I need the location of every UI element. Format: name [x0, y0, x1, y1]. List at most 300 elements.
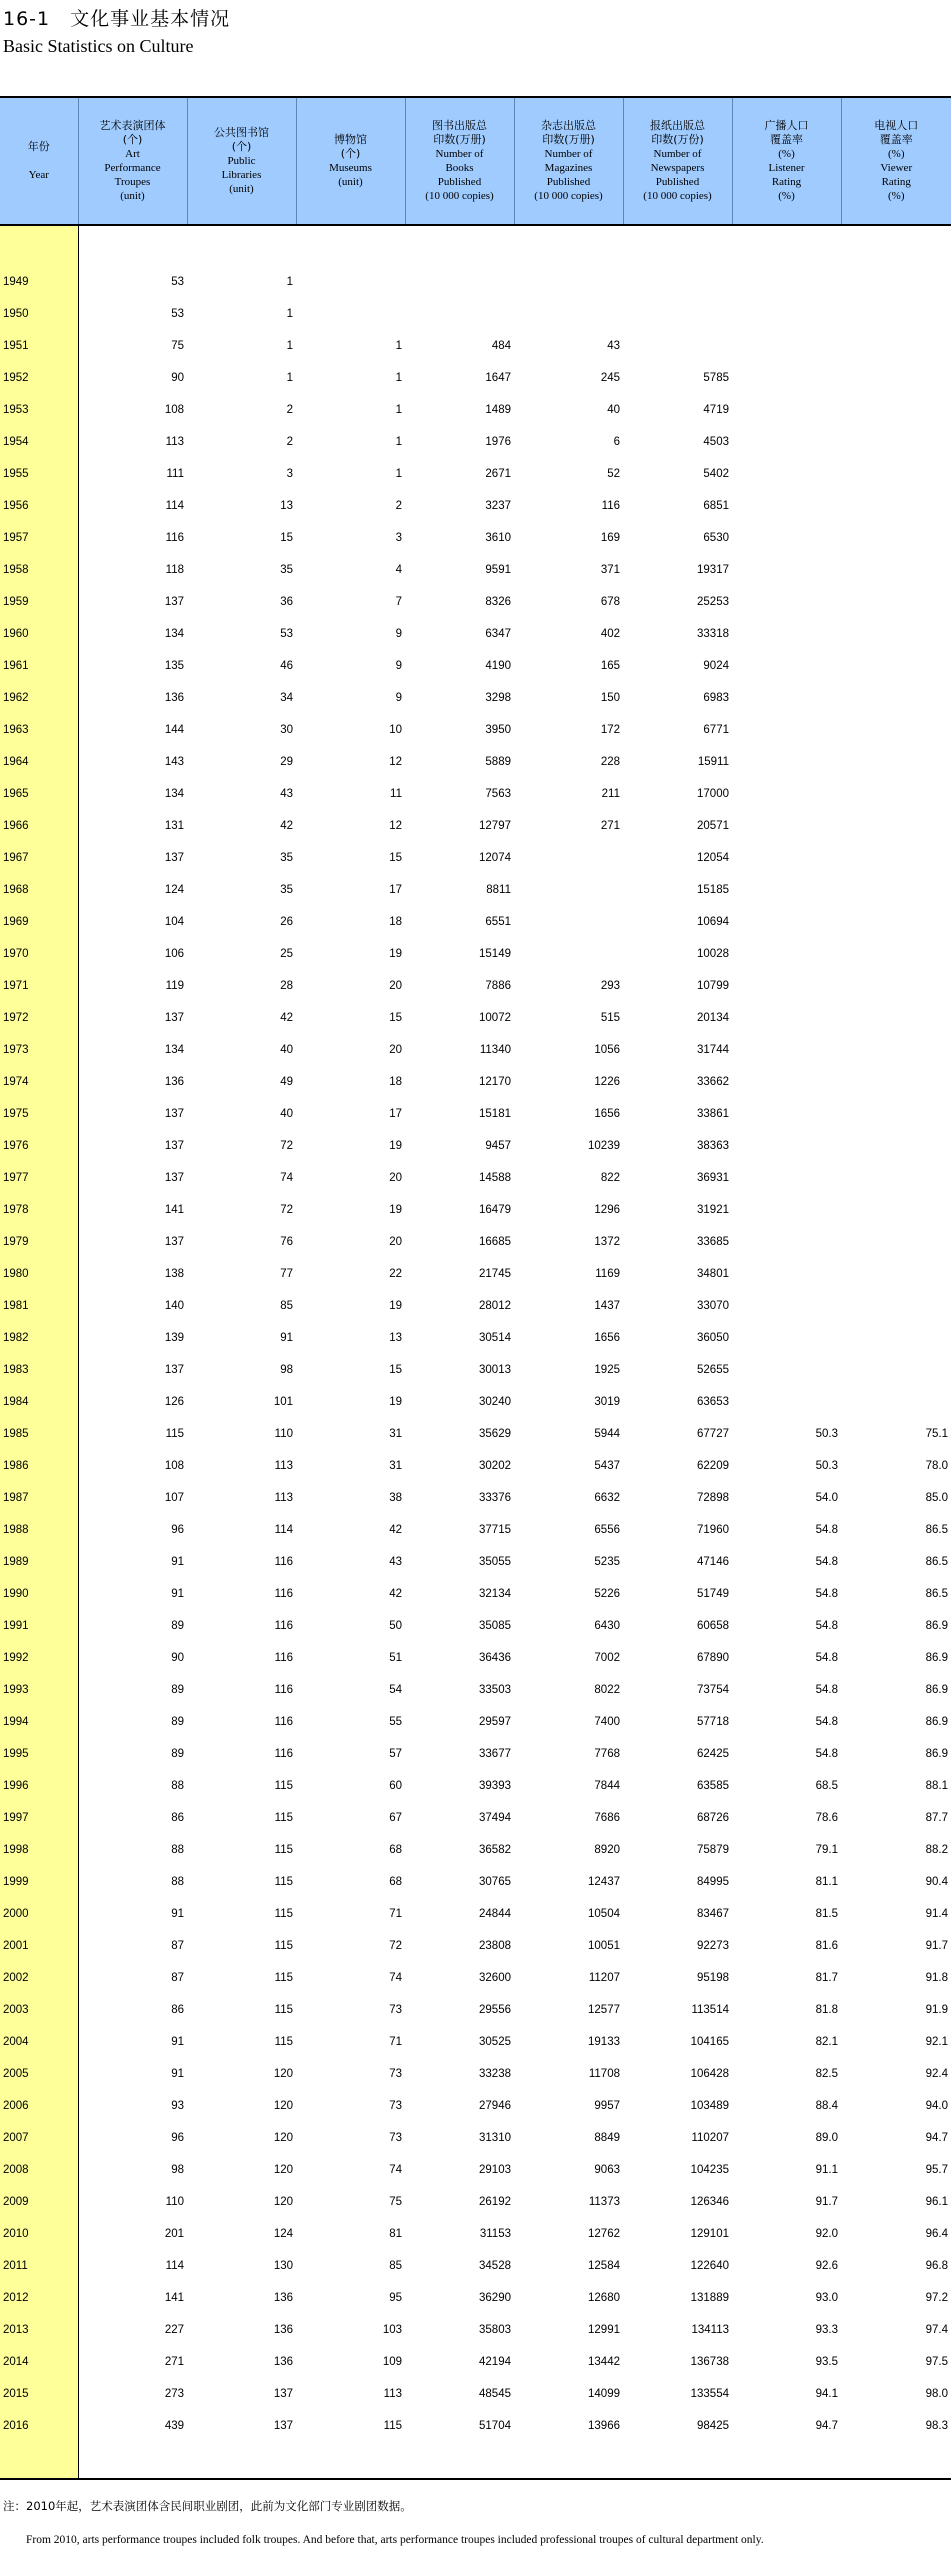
- value-cell: 33503: [479, 1684, 511, 1696]
- value-cell: [732, 714, 841, 746]
- value-cell: 97.2: [925, 2292, 948, 2304]
- header-en-line: Books: [445, 162, 474, 174]
- value-cell: 81.1: [815, 1876, 838, 1888]
- table-row: [0, 2058, 951, 2090]
- footnote-cn: 注：2010年起，艺术表演团体含民间职业剧团，此前为文化部门专业剧团数据。: [3, 2499, 412, 2513]
- value-cell: 9063: [594, 2164, 620, 2176]
- value-cell: 91.8: [925, 1972, 948, 1984]
- table-row: [0, 970, 951, 1002]
- value-cell: 42: [280, 820, 293, 832]
- value-cell: 30525: [479, 2036, 511, 2048]
- year-cell: 2014: [0, 2346, 78, 2378]
- value-cell: 1: [395, 340, 402, 352]
- value-cell: [841, 1130, 951, 1162]
- year-cell: 2000: [0, 1898, 78, 1930]
- value-cell: 30765: [479, 1876, 511, 1888]
- table-row: [0, 938, 951, 970]
- value-cell: 93.3: [815, 2324, 838, 2336]
- year-cell: 1982: [0, 1322, 78, 1354]
- header-cn-line2: (个): [340, 147, 361, 160]
- value-cell: 37715: [479, 1524, 511, 1536]
- value-cell: 11708: [588, 2068, 620, 2080]
- value-cell: 43: [280, 788, 293, 800]
- value-cell: 7844: [594, 1780, 620, 1792]
- value-cell: 32134: [479, 1588, 511, 1600]
- year-cell: 2008: [0, 2154, 78, 2186]
- header-en-line: (10 000 copies): [643, 190, 712, 202]
- culture-statistics-table: [0, 96, 951, 2480]
- year-cell: 1977: [0, 1162, 78, 1194]
- table-body: [0, 225, 951, 2479]
- header-en-line: Listener: [768, 162, 805, 174]
- value-cell: [841, 1226, 951, 1258]
- value-cell: 10799: [697, 980, 729, 992]
- year-cell: 1981: [0, 1290, 78, 1322]
- value-cell: 5785: [703, 372, 729, 384]
- year-cell: 1958: [0, 554, 78, 586]
- table-row: [0, 1290, 951, 1322]
- value-cell: 29597: [479, 1716, 511, 1728]
- value-cell: 28012: [479, 1300, 511, 1312]
- year-cell: 1983: [0, 1354, 78, 1386]
- header-cn-line1: 广播人口: [764, 119, 809, 132]
- value-cell: 110: [165, 2196, 184, 2208]
- value-cell: 53: [171, 308, 184, 320]
- value-cell: 34528: [479, 2260, 511, 2272]
- table-row: [0, 2250, 951, 2282]
- year-cell: 1953: [0, 394, 78, 426]
- value-cell: [732, 1226, 841, 1258]
- table-row: [0, 1002, 951, 1034]
- year-cell: 1998: [0, 1834, 78, 1866]
- value-cell: 94.1: [815, 2388, 838, 2400]
- value-cell: 273: [164, 2388, 184, 2400]
- value-cell: 93.5: [815, 2356, 838, 2368]
- header-en-line: (unit): [338, 176, 363, 188]
- value-cell: [841, 778, 951, 810]
- value-cell: 52: [607, 468, 620, 480]
- value-cell: 16685: [479, 1236, 511, 1248]
- value-cell: [732, 970, 841, 1002]
- value-cell: 63585: [697, 1780, 729, 1792]
- value-cell: [732, 810, 841, 842]
- year-cell: 2001: [0, 1930, 78, 1962]
- value-cell: 89: [171, 1748, 184, 1760]
- value-cell: 86.5: [925, 1524, 948, 1536]
- table-row: [0, 682, 951, 714]
- table-row: [0, 1482, 951, 1514]
- year-cell: 1951: [0, 330, 78, 362]
- value-cell: 75879: [697, 1844, 729, 1856]
- value-cell: 36: [280, 596, 293, 608]
- value-cell: 3950: [485, 724, 511, 736]
- value-cell: 6551: [485, 916, 511, 928]
- value-cell: 93: [171, 2100, 184, 2112]
- value-cell: 11: [390, 788, 402, 800]
- value-cell: 113: [274, 1492, 293, 1504]
- value-cell: 67: [389, 1812, 402, 1824]
- table-row: [0, 1866, 951, 1898]
- value-cell: 10: [389, 724, 402, 736]
- value-cell: 4503: [703, 436, 729, 448]
- value-cell: 1437: [594, 1300, 620, 1312]
- value-cell: 19: [389, 1396, 402, 1408]
- value-cell: 60658: [697, 1620, 729, 1632]
- value-cell: 38: [389, 1492, 402, 1504]
- value-cell: 30514: [479, 1332, 511, 1344]
- value-cell: 52655: [697, 1364, 729, 1376]
- value-cell: 134113: [691, 2324, 729, 2336]
- value-cell: 12680: [588, 2292, 620, 2304]
- value-cell: 1: [286, 308, 293, 320]
- value-cell: 21745: [479, 1268, 511, 1280]
- value-cell: [514, 298, 623, 330]
- value-cell: [841, 362, 951, 394]
- value-cell: 39393: [479, 1780, 511, 1792]
- table-row: [0, 1706, 951, 1738]
- year-header-cn: 年份: [27, 140, 50, 153]
- value-cell: 68: [389, 1844, 402, 1856]
- header-en-line: Public: [227, 155, 256, 167]
- value-cell: 106428: [690, 2068, 729, 2080]
- value-cell: 92273: [697, 1940, 729, 1952]
- value-cell: 10051: [588, 1940, 620, 1952]
- year-cell: 1976: [0, 1130, 78, 1162]
- year-cell: 2010: [0, 2218, 78, 2250]
- value-cell: 73754: [697, 1684, 729, 1696]
- value-cell: [732, 426, 841, 458]
- header-cn-line1: 博物馆: [334, 133, 367, 146]
- value-cell: 136: [273, 2356, 293, 2368]
- value-cell: 12991: [588, 2324, 620, 2336]
- column-header-books: [405, 97, 514, 225]
- value-cell: 54.8: [815, 1716, 838, 1728]
- value-cell: 12: [389, 820, 402, 832]
- value-cell: 137: [273, 2420, 293, 2432]
- value-cell: 38363: [697, 1140, 729, 1152]
- year-cell: 1955: [0, 458, 78, 490]
- table-row: [0, 586, 951, 618]
- value-cell: 33070: [697, 1300, 729, 1312]
- value-cell: 3610: [485, 532, 511, 544]
- value-cell: 116: [274, 1684, 293, 1696]
- value-cell: 439: [164, 2420, 184, 2432]
- table-row: [0, 778, 951, 810]
- value-cell: 12797: [479, 820, 511, 832]
- value-cell: 50.3: [815, 1428, 838, 1440]
- value-cell: 822: [600, 1172, 620, 1184]
- header-cn-line1: 杂志出版总: [541, 119, 596, 132]
- table-row: [0, 1322, 951, 1354]
- value-cell: 126: [164, 1396, 184, 1408]
- value-cell: 1: [395, 404, 402, 416]
- value-cell: 72898: [697, 1492, 729, 1504]
- value-cell: [514, 938, 623, 970]
- value-cell: 35: [280, 884, 293, 896]
- value-cell: 1: [395, 372, 402, 384]
- value-cell: 94.7: [815, 2420, 838, 2432]
- header-en-line: (10 000 copies): [534, 190, 603, 202]
- table-row: [0, 2122, 951, 2154]
- value-cell: 72: [389, 1940, 402, 1952]
- value-cell: [841, 906, 951, 938]
- value-cell: [623, 266, 732, 298]
- value-cell: 104235: [690, 2164, 729, 2176]
- value-cell: 11340: [479, 1044, 511, 1056]
- year-cell: 2009: [0, 2186, 78, 2218]
- value-cell: 113: [165, 436, 184, 448]
- value-cell: [514, 842, 623, 874]
- value-cell: [732, 554, 841, 586]
- value-cell: [841, 458, 951, 490]
- value-cell: [841, 874, 951, 906]
- value-cell: 6771: [703, 724, 729, 736]
- value-cell: 136: [273, 2292, 293, 2304]
- value-cell: 137: [164, 1108, 184, 1120]
- value-cell: 7768: [594, 1748, 620, 1760]
- table-row: [0, 714, 951, 746]
- value-cell: 54: [389, 1684, 402, 1696]
- table-row: [0, 1066, 951, 1098]
- value-cell: 271: [164, 2356, 184, 2368]
- value-cell: 7: [395, 596, 402, 608]
- value-cell: 7886: [485, 980, 511, 992]
- year-cell: 2013: [0, 2314, 78, 2346]
- value-cell: 2671: [485, 468, 511, 480]
- value-cell: [841, 1002, 951, 1034]
- value-cell: 108: [164, 1460, 184, 1472]
- value-cell: 116: [274, 1652, 293, 1664]
- year-cell: 2007: [0, 2122, 78, 2154]
- table-row: [0, 1130, 951, 1162]
- header-en-line: Number of: [653, 148, 702, 160]
- year-cell: 1965: [0, 778, 78, 810]
- value-cell: 74: [389, 1972, 402, 1984]
- table-row: [0, 1898, 951, 1930]
- value-cell: 86.5: [925, 1588, 948, 1600]
- value-cell: 116: [274, 1588, 293, 1600]
- value-cell: 49: [280, 1076, 293, 1088]
- value-cell: [514, 906, 623, 938]
- value-cell: 116: [601, 500, 620, 512]
- value-cell: 88: [171, 1876, 184, 1888]
- value-cell: 19: [389, 948, 402, 960]
- table-row: [0, 266, 951, 298]
- table-row: [0, 1418, 951, 1450]
- value-cell: 35055: [479, 1556, 511, 1568]
- value-cell: 136: [164, 692, 184, 704]
- year-cell: 1957: [0, 522, 78, 554]
- table-row: [0, 426, 951, 458]
- value-cell: 86: [171, 2004, 184, 2016]
- value-cell: 8811: [486, 884, 511, 896]
- value-cell: [841, 1290, 951, 1322]
- header-cn-line2: (个): [231, 140, 252, 153]
- value-cell: 6851: [703, 500, 729, 512]
- value-cell: [841, 554, 951, 586]
- value-cell: 115: [274, 1940, 293, 1952]
- value-cell: 51704: [479, 2420, 511, 2432]
- value-cell: 3: [395, 532, 402, 544]
- value-cell: 86.9: [925, 1620, 948, 1632]
- value-cell: 85: [280, 1300, 293, 1312]
- year-cell: 1960: [0, 618, 78, 650]
- table-row: [0, 1578, 951, 1610]
- footnote-en: From 2010, arts performance troupes included folk troupes. And before that, arts performance troupes included professional troupes of cultural department only.: [26, 2534, 764, 2546]
- value-cell: 131: [164, 820, 184, 832]
- year-cell: 1959: [0, 586, 78, 618]
- value-cell: 20134: [697, 1012, 729, 1024]
- value-cell: [841, 266, 951, 298]
- table-row: [0, 1802, 951, 1834]
- header-en-line: Published: [655, 176, 700, 188]
- table-row: [0, 2378, 951, 2410]
- value-cell: 133554: [690, 2388, 729, 2400]
- value-cell: 5235: [594, 1556, 620, 1568]
- header-cn-line2: 印数(万册): [433, 133, 486, 146]
- value-cell: 26192: [479, 2196, 511, 2208]
- value-cell: 115: [274, 2036, 293, 2048]
- value-cell: 12: [389, 756, 402, 768]
- value-cell: 85.0: [925, 1492, 948, 1504]
- header-en-line: Troupes: [114, 176, 151, 188]
- value-cell: 97.5: [925, 2356, 948, 2368]
- value-cell: 15181: [479, 1108, 511, 1120]
- table-row: [0, 2282, 951, 2314]
- value-cell: 109: [382, 2356, 402, 2368]
- value-cell: [732, 1066, 841, 1098]
- value-cell: 115: [274, 1876, 293, 1888]
- year-cell: 1964: [0, 746, 78, 778]
- table-row: [0, 1354, 951, 1386]
- value-cell: 91.4: [925, 1908, 948, 1920]
- value-cell: 245: [600, 372, 620, 384]
- value-cell: 90: [171, 1652, 184, 1664]
- value-cell: 86.9: [925, 1684, 948, 1696]
- year-cell: 1949: [0, 266, 78, 298]
- value-cell: [841, 1194, 951, 1226]
- year-cell: 2012: [0, 2282, 78, 2314]
- value-cell: 42: [389, 1588, 402, 1600]
- value-cell: 29: [280, 756, 293, 768]
- value-cell: 88.4: [815, 2100, 838, 2112]
- value-cell: 120: [273, 2068, 293, 2080]
- year-cell: 1969: [0, 906, 78, 938]
- value-cell: 115: [274, 1972, 293, 1984]
- value-cell: 1056: [594, 1044, 620, 1056]
- value-cell: 40: [280, 1108, 293, 1120]
- value-cell: 111: [166, 468, 184, 480]
- year-cell: 1995: [0, 1738, 78, 1770]
- value-cell: 22: [389, 1268, 402, 1280]
- year-cell: 1994: [0, 1706, 78, 1738]
- value-cell: [732, 458, 841, 490]
- year-cell: 1973: [0, 1034, 78, 1066]
- value-cell: [841, 394, 951, 426]
- value-cell: 31153: [479, 2228, 511, 2240]
- header-en-line: (10 000 copies): [425, 190, 494, 202]
- value-cell: 14099: [588, 2388, 620, 2400]
- value-cell: 79.1: [815, 1844, 838, 1856]
- value-cell: 9591: [485, 564, 511, 576]
- value-cell: 95.7: [925, 2164, 948, 2176]
- value-cell: 94.0: [925, 2100, 948, 2112]
- header-en-line: Published: [546, 176, 591, 188]
- value-cell: [732, 778, 841, 810]
- value-cell: 34: [280, 692, 293, 704]
- table-row: [0, 1770, 951, 1802]
- value-cell: 98: [171, 2164, 184, 2176]
- value-cell: [732, 394, 841, 426]
- value-cell: [732, 1034, 841, 1066]
- value-cell: 1296: [594, 1204, 620, 1216]
- year-cell: 1992: [0, 1642, 78, 1674]
- value-cell: 106: [164, 948, 184, 960]
- value-cell: 103: [382, 2324, 402, 2336]
- column-header-art-troupes: [78, 97, 187, 225]
- value-cell: [841, 970, 951, 1002]
- table-row: [0, 2026, 951, 2058]
- value-cell: 10072: [479, 1012, 511, 1024]
- table-row: [0, 1034, 951, 1066]
- value-cell: 89.0: [815, 2132, 838, 2144]
- value-cell: 54.8: [815, 1556, 838, 1568]
- value-cell: 7686: [594, 1812, 620, 1824]
- year-cell: 2016: [0, 2410, 78, 2442]
- value-cell: 50.3: [815, 1460, 838, 1472]
- value-cell: 114: [165, 500, 184, 512]
- value-cell: 1169: [595, 1268, 620, 1280]
- value-cell: 18: [389, 916, 402, 928]
- value-cell: 1226: [594, 1076, 620, 1088]
- value-cell: [732, 650, 841, 682]
- value-cell: 42: [389, 1524, 402, 1536]
- value-cell: 17: [389, 884, 402, 896]
- value-cell: 130: [273, 2260, 293, 2272]
- spacer-row: [0, 2442, 951, 2479]
- value-cell: 8849: [594, 2132, 620, 2144]
- value-cell: 15185: [697, 884, 729, 896]
- value-cell: 67890: [697, 1652, 729, 1664]
- value-cell: [623, 298, 732, 330]
- table-row: [0, 810, 951, 842]
- value-cell: 3237: [485, 500, 511, 512]
- value-cell: 31744: [697, 1044, 729, 1056]
- value-cell: 87: [171, 1972, 184, 1984]
- table-row: [0, 842, 951, 874]
- year-cell: 1991: [0, 1610, 78, 1642]
- table-row: [0, 2186, 951, 2218]
- year-cell: 2005: [0, 2058, 78, 2090]
- value-cell: 20: [389, 1236, 402, 1248]
- value-cell: 54.8: [815, 1684, 838, 1696]
- column-header-viewer-rating: [841, 97, 951, 225]
- header-en-line: Number of: [435, 148, 484, 160]
- value-cell: 271: [600, 820, 620, 832]
- value-cell: 86.9: [925, 1652, 948, 1664]
- value-cell: 88: [171, 1780, 184, 1792]
- header-en-line: Magazines: [544, 162, 593, 174]
- value-cell: 73: [389, 2068, 402, 2080]
- table-row: [0, 522, 951, 554]
- year-cell: 1963: [0, 714, 78, 746]
- value-cell: 19: [389, 1204, 402, 1216]
- value-cell: 51: [389, 1652, 402, 1664]
- value-cell: 93.0: [815, 2292, 838, 2304]
- value-cell: 120: [273, 2164, 293, 2176]
- value-cell: 19133: [588, 2036, 620, 2048]
- value-cell: [732, 906, 841, 938]
